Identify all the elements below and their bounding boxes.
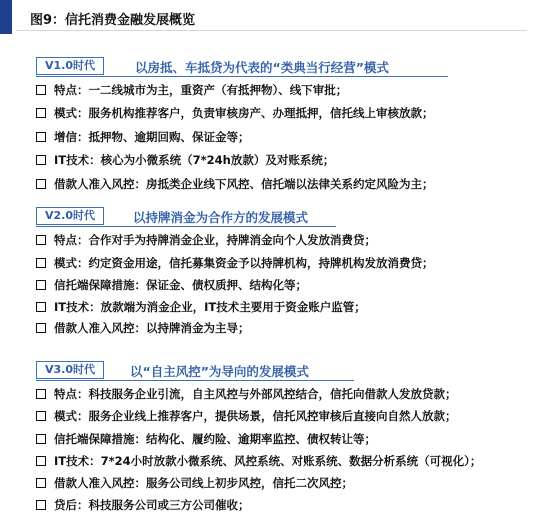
list-item-v1-3: 增信：抵押物、逾期回购、保证金等； [36,129,250,145]
list-item-v1-4: IT技术：核心为小微系统（7*24h放款）及对账系统； [36,152,334,168]
headline-underline-v2 [36,226,336,227]
checkbox-square-icon [36,179,46,189]
checkbox-square-icon [36,411,46,421]
list-item-v2-3: 信托端保障措施：保证金、债权质押、结构化等； [36,277,307,293]
checkbox-square-icon [36,280,46,290]
version-badge-v2: V2.0时代 [36,207,104,225]
list-item-v3-1: 特点：科技服务企业引流，自主风控与外部风控结合，信托向借款人发放贷款； [36,386,457,402]
checkbox-square-icon [36,389,46,399]
checkbox-square-icon [36,132,46,142]
list-item-v2-4: IT技术：放款端为消金企业，IT技术主要用于资金账户监管； [36,299,366,315]
list-item-v3-5: 借款人准入风控：服务公司线上初步风控，信托二次风控； [36,475,353,491]
checkbox-square-icon [36,302,46,312]
checkbox-square-icon [36,478,46,488]
figure-title: 图9：信托消费金融发展概览 [30,13,196,28]
headline-v1: 以房抵、车抵贷为代表的“类典当行经营”模式 [135,60,389,75]
list-item-v2-5: 借款人准入风控：以持牌消金为主导； [36,320,250,336]
list-item-v2-2: 模式：约定资金用途，信托募集资金予以持牌机构，持牌机构发放消费贷； [36,255,434,271]
list-item-v3-3: 信托端保障措施：结构化、履约险、逾期率监控、债权转让等； [36,431,376,447]
checkbox-square-icon [36,235,46,245]
checkbox-square-icon [36,456,46,466]
checkbox-square-icon [36,323,46,333]
checkbox-square-icon [36,434,46,444]
list-item-v3-4: IT技术：7*24小时放款小微系统、风控系统、对账系统、数据分析系统（可视化）； [36,453,481,469]
headline-v3: 以“自主风控”为导向的发展模式 [130,364,309,379]
list-item-v1-5: 借款人准入风控：房抵类企业线下风控、信托端以法律关系约定风险为主； [36,176,434,192]
list-item-v1-1: 特点：一二线城市为主，重资产（有抵押物）、线下审批； [36,82,347,98]
checkbox-square-icon [36,258,46,268]
title-divider [16,30,527,31]
list-item-v3-2: 模式：服务企业线上推荐客户，提供场景，信托风控审核后直接向自然人放款； [36,408,457,424]
list-item-v1-2: 模式：服务机构推荐客户，负责审核房产、办理抵押，信托线上审核放款； [36,105,434,121]
list-item-v3-6: 贷后：科技服务公司或三方公司催收； [36,497,250,513]
list-item-v2-1: 特点：合作对手为持牌消金企业，持牌消金向个人发放消费贷； [36,232,376,248]
version-badge-v3: V3.0时代 [36,361,104,379]
title-accent-bar [0,0,12,34]
checkbox-square-icon [36,155,46,165]
checkbox-square-icon [36,85,46,95]
headline-underline-v3 [36,380,354,381]
headline-underline-v1 [36,76,448,77]
headline-v2: 以持牌消金为合作方的发展模式 [133,210,309,225]
checkbox-square-icon [36,500,46,510]
checkbox-square-icon [36,108,46,118]
version-badge-v1: V1.0时代 [36,57,104,75]
